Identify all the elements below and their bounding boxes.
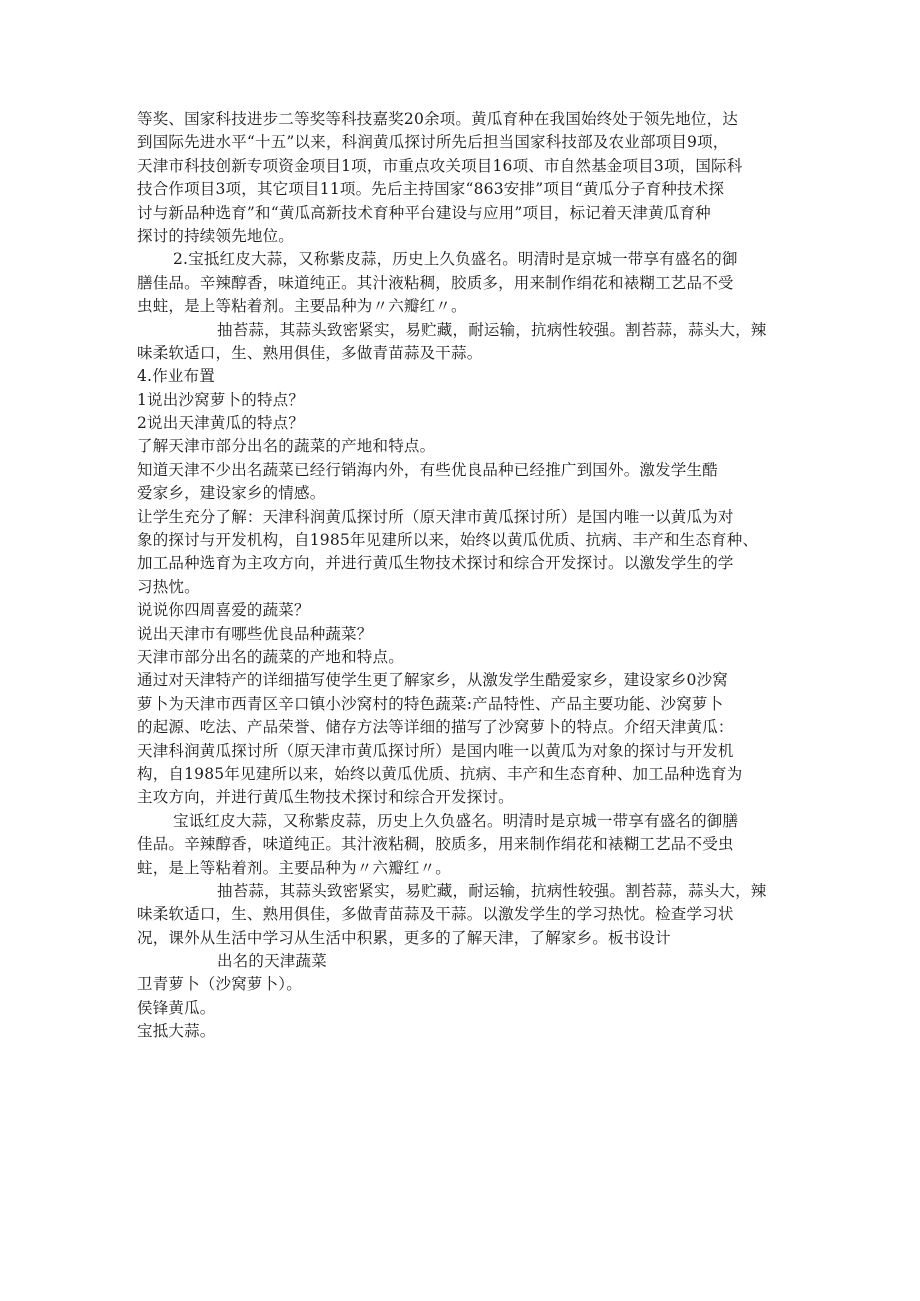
- text-line-24: 天津市部分出名的蔬菜的产地和特点。: [137, 647, 404, 666]
- text-line-13: 1说出沙窝萝卜的特点？: [137, 390, 305, 409]
- text-line-30: 主攻方向，并进行黄瓜生物技术探讨和综合开发探讨。: [137, 788, 514, 807]
- text-line-31: 宝诋红皮大蒜，又称紫皮蒜，历史上久负盛名。明清时是京城一带享有盛名的御膳: [173, 811, 739, 830]
- text-line-15: 了解天津市部分出名的蔬菜的产地和特点。: [137, 437, 436, 456]
- text-line-21: 习热忱。: [137, 577, 200, 596]
- board-item-radish: 卫青萝卜（沙窝萝卜）。: [137, 975, 302, 994]
- text-line-8: 膳佳品。辛辣醇香，味道纯正。其汁液粘稠，胶质多，用来制作绢花和裱糊工艺品不受: [137, 273, 734, 292]
- text-line-5: 讨与新品种选育”和“黄瓜高新技术育种平台建设与应用”项目，标记着天津黄瓜育种: [137, 203, 711, 222]
- text-line-23: 说出天津市有哪些优良品种蔬菜？: [137, 624, 373, 643]
- text-line-4: 技合作项目3项，其它项目11项。先后主持国家“863安排”项目“黄瓜分子育种技术探: [137, 180, 725, 199]
- document-page: [137, 108, 787, 1044]
- text-line-18: 让学生充分了解：天津科润黄瓜探讨所（原天津市黄瓜探讨所）是国内唯一以黄瓜为对: [137, 507, 734, 526]
- text-line-1: 等奖、国家科技进步二等奖等科技嘉奖20余项。黄瓜育种在我国始终处于领先地位，达: [137, 110, 739, 128]
- text-line-28: 天津科润黄瓜探讨所（原天津市黄瓜探讨所）是国内唯一以黄瓜为对象的探讨与开发机: [137, 741, 734, 760]
- text-line-6: 探讨的持续领先地位。: [137, 226, 295, 245]
- text-line-2: 到国际先进水平“十五”以来，科润黄瓜探讨所先后担当国家科技部及农业部项目9项，: [137, 133, 729, 152]
- board-item-garlic: 宝抵大蒜。: [137, 1022, 216, 1041]
- text-line-12: 4.作业布置: [137, 367, 215, 386]
- text-line-11: 味柔软适口，生、熟用俱佳，多做青苗蒜及干蒜。: [137, 343, 483, 362]
- text-line-32: 佳品。辛辣醇香，味道纯正。其汁液粘稠，胶质多，用来制作绢花和裱糊工艺品不受虫: [137, 835, 734, 854]
- text-line-22: 说说你四周喜爱的蔬菜？: [137, 601, 310, 620]
- text-line-29: 构，自1985年见建所以来，始终以黄瓜优质、抗病、丰产和生态育种、加工品种选育为: [137, 764, 743, 783]
- board-item-cucumber: 侯锋黄瓜。: [137, 998, 216, 1017]
- text-line-17: 爱家乡，建设家乡的情感。: [137, 484, 326, 503]
- text-line-34: 抽苔蒜，其蒜头致密紧实，易贮藏，耐运输，抗病性较强。割苔蒜，蒜头大，辣: [217, 881, 767, 900]
- text-line-3: 天津市科技创新专项资金项目1项，市重点攻关项目16项、市自然基金项目3项，国际科: [137, 156, 743, 175]
- board-title: 出名的天津蔬菜: [217, 952, 327, 971]
- text-line-35: 味柔软适口，生、熟用俱佳，多做青苗蒜及干蒜。以激发学生的学习热忱。检查学习状: [137, 905, 734, 924]
- text-line-27: 的起源、吃法、产品荣誉、储存方法等详细的描写了沙窝萝卜的特点。介绍天津黄瓜：: [137, 718, 734, 737]
- text-line-20: 加工品种选育为主攻方向，并进行黄瓜生物技术探讨和综合开发探讨。以激发学生的学: [137, 554, 734, 573]
- text-line-33: 蛀，是上等粘着剂。主要品种为〃六瓣红〃。: [137, 858, 452, 877]
- text-line-14: 2说出天津黄瓜的特点？: [137, 414, 305, 433]
- text-line-10: 抽苔蒜，其蒜头致密紧实，易贮藏，耐运输，抗病性较强。割苔蒜，蒜头大，辣: [217, 320, 767, 339]
- text-line-25: 通过对天津特产的详细描写使学生更了解家乡，从激发学生酷爱家乡，建设家乡0沙窝: [137, 671, 728, 690]
- text-line-9: 虫蛀，是上等粘着剂。主要品种为〃六瓣红〃。: [137, 297, 467, 316]
- text-line-19: 象的探讨与开发机构，自1985年见建所以来，始终以黄瓜优质、抗病、丰产和生态育种、: [137, 531, 759, 550]
- text-line-7: 2.宝抵红皮大蒜，又称紫皮蒜，历史上久负盛名。明清时是京城一带享有盛名的御: [173, 250, 738, 269]
- text-line-26: 萝卜为天津市西青区辛口镇小沙窝村的特色蔬菜:产品特性、产品主要功能、沙窝萝卜: [137, 694, 724, 713]
- text-line-36: 况，课外从生活中学习从生活中积累，更多的了解天津，了解家乡。板书设计: [137, 928, 671, 947]
- text-line-16: 知道天津不少出名蔬菜已经行销海内外，有些优良品种已经推广到国外。激发学生酷: [137, 460, 718, 479]
